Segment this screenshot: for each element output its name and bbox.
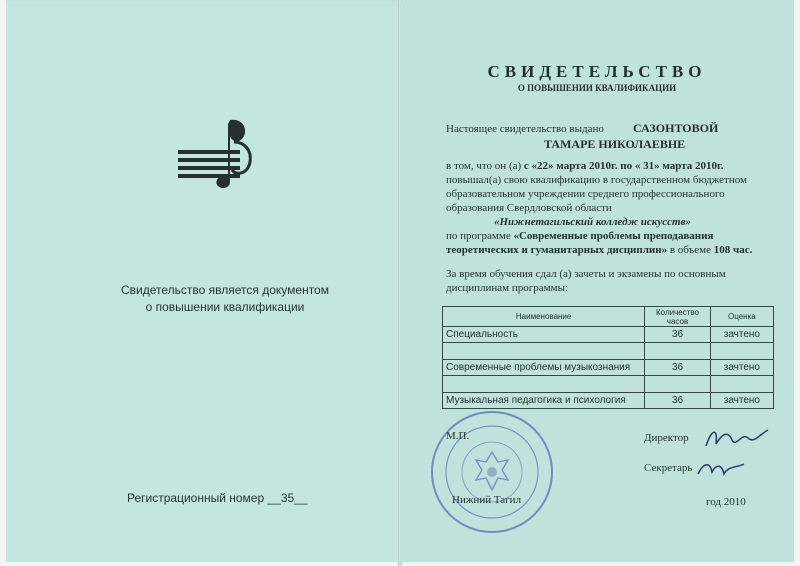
row-hours: 36 xyxy=(645,393,710,409)
table-header-row xyxy=(443,307,774,327)
exams-line-2: дисциплинам программы: xyxy=(446,282,569,294)
body-line-2: образовательном учреждении среднего профессионального xyxy=(446,188,725,200)
program-title-1: «Современные проблемы преподавания xyxy=(513,230,714,242)
left-page-note xyxy=(100,282,350,316)
music-clef-logo-icon xyxy=(178,112,258,192)
period-from: с «22» xyxy=(523,160,554,172)
secretary-label: Секретарь xyxy=(644,462,693,474)
certificate-subtitle: О ПОВЫШЕНИИ КВАЛИФИКАЦИИ xyxy=(517,83,677,93)
row-name: Музыкальная педагогика и психология xyxy=(443,393,645,409)
exams-line-1: За время обучения сдал (а) зачеты и экзамены по основным xyxy=(446,268,726,280)
row-grade: зачтено xyxy=(710,393,773,409)
recipient-name: ТАМАРЕ НИКОЛАЕВНЕ xyxy=(544,137,686,151)
period-year-2: 2010г. xyxy=(695,160,724,172)
stamp-label: М.П. xyxy=(446,430,470,442)
recipient-surname: САЗОНТОВОЙ xyxy=(633,121,719,135)
official-seal-icon xyxy=(428,408,556,536)
header-grade: Оценка xyxy=(710,307,773,327)
period-month-2: марта xyxy=(662,160,693,172)
body-line-3: образования Свердловской области xyxy=(446,202,612,214)
note-line-1: Свидетельство является документом xyxy=(121,283,329,297)
study-period xyxy=(446,160,724,172)
row-grade: зачтено xyxy=(710,327,773,343)
program-line-1 xyxy=(446,230,713,242)
header-name: Наименование xyxy=(443,307,645,327)
secretary-signature-icon xyxy=(692,456,752,482)
period-month-1: марта xyxy=(556,160,587,172)
certificate-title: СВИДЕТЕЛЬСТВО xyxy=(487,62,707,81)
issued-label: Настоящее свидетельство выдано xyxy=(446,123,604,135)
header-hours: Количество часов xyxy=(645,307,710,327)
program-line-2 xyxy=(446,244,752,256)
volume-label: в объеме xyxy=(669,244,712,256)
row-name: Современные проблемы музыкознания xyxy=(443,360,645,376)
table-row xyxy=(443,327,774,343)
director-label: Директор xyxy=(644,432,689,444)
row-hours: 36 xyxy=(645,327,710,343)
program-title-2: теоретических и гуманитарных дисциплин» xyxy=(446,244,668,256)
period-prefix: в том, что он (а) xyxy=(446,160,522,172)
director-signature-icon xyxy=(702,424,772,452)
row-grade: зачтено xyxy=(710,360,773,376)
volume-value: 108 час. xyxy=(713,244,753,256)
table-row xyxy=(443,360,774,376)
body-line-1: повышал(а) свою квалификацию в государственном бюджетном xyxy=(446,174,747,186)
table-spacer xyxy=(443,376,774,393)
grades-table xyxy=(442,306,774,409)
table-spacer xyxy=(443,343,774,360)
period-to: по « 31» xyxy=(620,160,660,172)
row-hours: 36 xyxy=(645,360,710,376)
row-name: Специальность xyxy=(443,327,645,343)
period-year-1: 2010г. xyxy=(588,160,618,172)
registration-number: Регистрационный номер __35__ xyxy=(127,491,308,505)
note-line-2: о повышении квалификации xyxy=(145,300,305,314)
year-label: год 2010 xyxy=(706,496,746,508)
city-label: Нижний Тагил xyxy=(452,494,522,506)
table-row xyxy=(443,393,774,409)
scan-edge-right xyxy=(794,0,800,566)
program-label: по программе xyxy=(446,230,511,242)
institution-name: «Нижнетагильский колледж искусств» xyxy=(494,216,691,228)
